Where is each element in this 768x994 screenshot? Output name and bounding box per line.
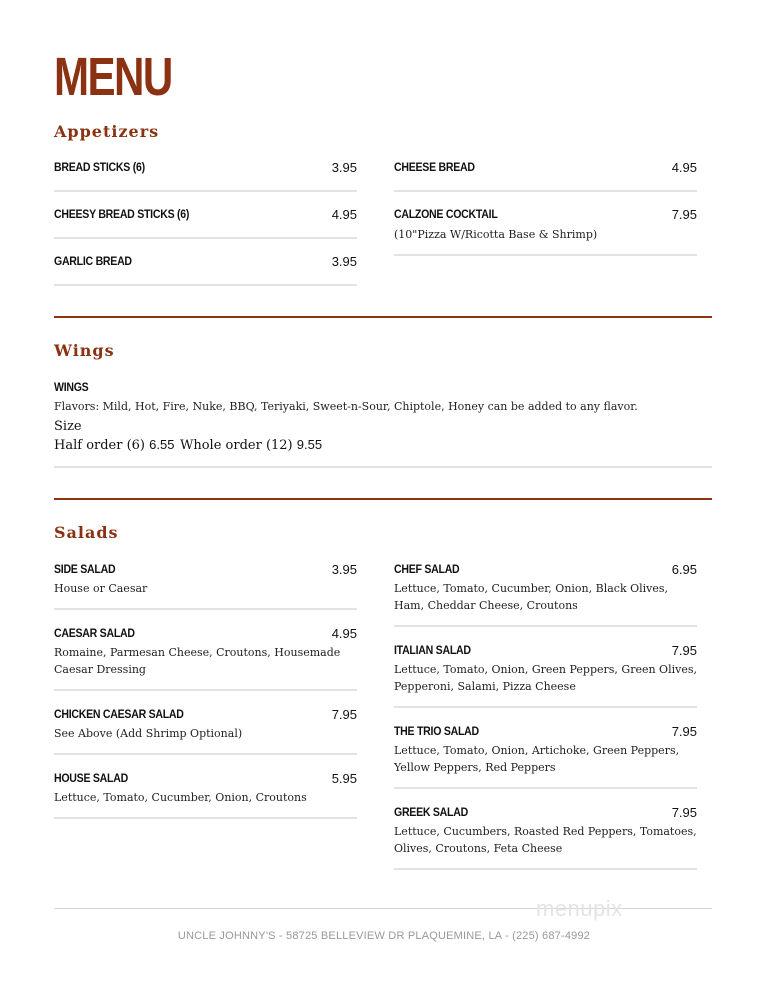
menu-item-name: ITALIAN SALAD [394,643,471,657]
appetizers-heading: Appetizers [54,122,160,141]
item-divider [394,706,697,708]
menu-item-name: BREAD STICKS (6) [54,160,145,174]
menu-item-description: Lettuce, Tomato, Onion, Green Peppers, Green Olives, Pepperoni, Salami, Pizza Cheese [394,663,697,693]
item-divider [394,868,697,870]
menu-item-name: GARLIC BREAD [54,254,132,268]
item-divider [54,817,357,819]
item-divider [54,237,357,239]
menu-item-name: CHEESY BREAD STICKS (6) [54,207,190,221]
item-divider [54,466,712,468]
menu-item-description: Lettuce, Tomato, Onion, Artichoke, Green Peppers, Yellow Peppers, Red Peppers [394,744,680,774]
item-divider [394,625,697,627]
item-divider [54,608,357,610]
menu-item-price: 6.95 [671,562,697,577]
size-option-label: Whole order (12) [180,438,293,453]
menu-item-name: CALZONE COCKTAIL [394,207,498,221]
menu-item-price: 7.95 [671,643,697,658]
section-divider [54,316,712,318]
menu-item-price: 4.95 [331,626,357,641]
menu-item-price: 3.95 [331,562,357,577]
item-divider [54,284,357,286]
menu-item-price: 7.95 [671,805,697,820]
item-divider [394,254,697,256]
menu-item-description: Lettuce, Tomato, Cucumber, Onion, Croutons [54,791,307,804]
menu-item-description: House or Caesar [54,582,148,595]
menu-item-description: See Above (Add Shrimp Optional) [54,727,243,740]
menu-item-price: 7.95 [671,724,697,739]
menu-item-description: Flavors: Mild, Hot, Fire, Nuke, BBQ, Teriyaki, Sweet-n-Sour, Chiptole, Honey can be added to any flavor. [54,400,638,413]
size-option-half [54,437,174,453]
item-divider [54,689,357,691]
menu-item-price: 5.95 [331,771,357,786]
salads-heading: Salads [54,523,119,542]
menu-item-name: WINGS [54,380,89,394]
size-option-label: Half order (6) [54,438,146,453]
menu-item-price: 4.95 [331,207,357,222]
footer-address: UNCLE JOHNNY'S - 58725 BELLEVIEW DR PLAQUEMINE, LA - (225) 687-4992 [177,930,591,942]
menu-item-price: 7.95 [671,207,697,222]
menu-item-name: CAESAR SALAD [54,626,135,640]
menu-item-price: 4.95 [671,160,697,175]
menu-title: MENU [54,47,172,107]
size-option-price: 9.55 [296,437,323,452]
watermark-logo: menupix [536,896,623,921]
item-divider [54,753,357,755]
size-option-price: 6.55 [149,437,175,452]
wings-heading: Wings [54,341,115,360]
menu-item-name: GREEK SALAD [394,805,468,819]
item-divider [394,190,697,192]
menu-item-description: Romaine, Parmesan Cheese, Croutons, Housemade Caesar Dressing [54,646,341,676]
menu-item-description: Lettuce, Cucumbers, Roasted Red Peppers, Tomatoes, Olives, Croutons, Feta Cheese [394,825,697,855]
menu-item-name: HOUSE SALAD [54,771,128,785]
menu-item-description: (10"Pizza W/Ricotta Base & Shrimp) [394,228,598,241]
menu-item-price: 3.95 [331,254,357,269]
size-label: Size [54,419,82,434]
size-option-whole [180,437,322,453]
menu-item-price: 3.95 [331,160,357,175]
menu-item-name: CHICKEN CAESAR SALAD [54,707,184,721]
menu-item-name: CHEF SALAD [394,562,460,576]
menu-item-name: THE TRIO SALAD [394,724,479,738]
menu-item-description: Lettuce, Tomato, Cucumber, Onion, Black Olives, Ham, Cheddar Cheese, Croutons [394,582,669,612]
menu-item-name: SIDE SALAD [54,562,116,576]
item-divider [54,190,357,192]
menu-item-price: 7.95 [331,707,357,722]
item-divider [394,787,697,789]
menu-item-name: CHEESE BREAD [394,160,475,174]
section-divider [54,498,712,500]
